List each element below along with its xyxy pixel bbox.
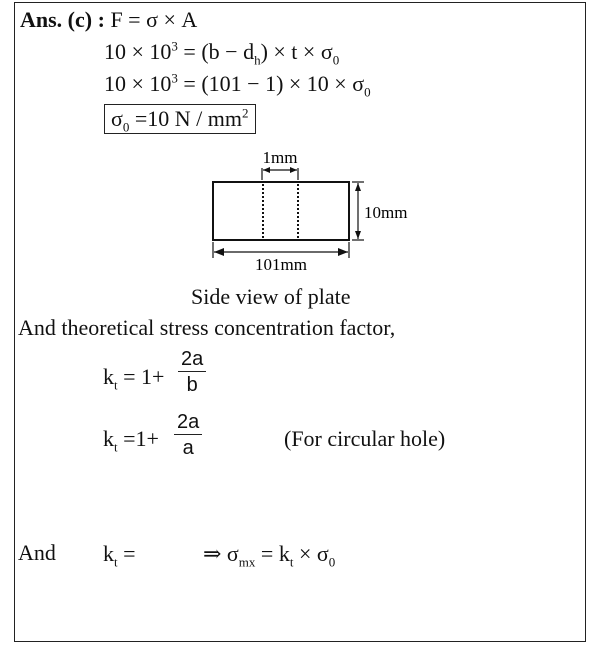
result-exponent: 2 <box>242 105 249 121</box>
and-label: And <box>18 540 56 565</box>
kt2-denominator: a <box>182 437 194 459</box>
kt2-fraction <box>174 410 202 461</box>
final-subscript-mx: mx <box>238 554 256 570</box>
eq3-exponent: 3 <box>171 70 178 86</box>
kt1-numerator: 2a <box>178 347 206 372</box>
kt1-k: k <box>103 364 114 389</box>
final-subscript-0: 0 <box>328 554 336 570</box>
plate-diagram <box>0 0 596 290</box>
eq2-mid: = (b − d <box>177 39 255 64</box>
kt1-equals: = 1+ <box>117 364 165 389</box>
circular-hole-note: (For circular hole) <box>284 426 446 451</box>
eq3-sigma-subscript: 0 <box>364 84 371 100</box>
eq2-sigma-subscript: 0 <box>332 52 340 68</box>
eq2-subscript: h <box>254 52 261 68</box>
result-sigma: σ <box>111 106 123 131</box>
kt1-subscript: t <box>114 377 118 393</box>
kt2-numerator: 2a <box>174 410 202 435</box>
intro-text: And theoretical stress concentration factor, <box>18 315 396 340</box>
result-subscript: 0 <box>122 119 130 135</box>
kt1-denominator: b <box>186 374 198 396</box>
final-equation <box>203 541 336 570</box>
kt1-fraction <box>178 347 206 398</box>
answer-label: Ans. (c) : <box>20 7 105 32</box>
kt2-k: k <box>103 426 114 451</box>
top-dim-label: 1mm <box>262 148 298 167</box>
bottom-dim-arrow-left <box>214 248 224 256</box>
side-dim-arrow-top <box>355 183 361 191</box>
side-dim-label: 10mm <box>364 203 408 222</box>
final-arrow-sigma: ⇒ σ <box>203 541 239 566</box>
eq2-right: ) × t × σ <box>260 39 333 64</box>
result-value: =10 N / mm <box>129 106 242 131</box>
kt-equation-2 <box>103 426 159 455</box>
equation-force: F = σ × A <box>110 7 198 32</box>
kt2-subscript: t <box>114 439 118 455</box>
kt-equation-1 <box>103 364 165 393</box>
bottom-dim-label: 101mm <box>255 255 307 274</box>
figure-caption: Side view of plate <box>191 284 351 309</box>
kt2-equals: =1+ <box>117 426 159 451</box>
top-dim-arrow-left <box>263 167 270 173</box>
kt3-equals: = <box>117 541 136 566</box>
eq3-right: = (101 − 1) × 10 × σ <box>177 71 365 96</box>
top-dim-arrow-right <box>290 167 297 173</box>
final-equals-k: = k <box>255 541 290 566</box>
final-subscript-t: t <box>289 554 294 570</box>
eq2-exponent: 3 <box>171 38 178 54</box>
eq3-left: 10 × 10 <box>104 71 172 96</box>
final-times-sigma: × σ <box>293 541 329 566</box>
kt3-subscript: t <box>114 554 118 570</box>
bottom-dim-arrow-right <box>338 248 348 256</box>
plate-outline <box>213 182 349 240</box>
side-dim-arrow-bottom <box>355 231 361 239</box>
eq2-left: 10 × 10 <box>104 39 172 64</box>
kt3-k: k <box>103 541 114 566</box>
kt-equation-3 <box>103 541 136 570</box>
